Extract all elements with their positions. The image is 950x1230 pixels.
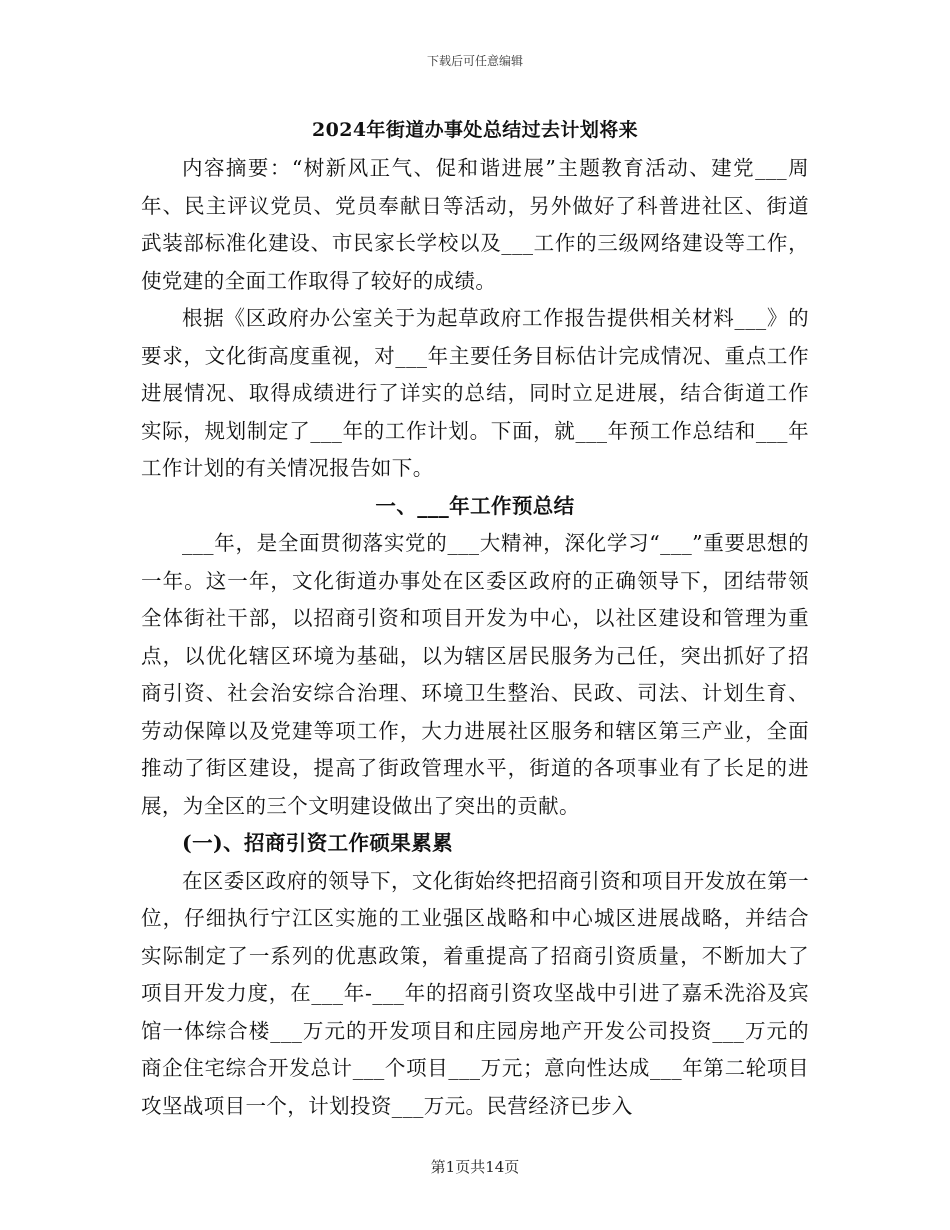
- document-body: [141, 112, 809, 1125]
- summary-paragraph: 内容摘要：“树新风正气、促和谐进展”主题教育活动、建党___周年、民主评议党员、党员奉献日等活动，另外做好了科普进社区、街道武装部标准化建设、市民家长学校以及___工作的三级网络建设等工作，使党建的全面工作取得了较好的成绩。: [141, 156, 809, 293]
- sub-paragraph: 在区委区政府的领导下，文化街始终把招商引资和项目开发放在第一位，仔细执行宁江区实施的工业强区战略和中心城区进展战略，并结合实际制定了一系列的优惠政策，着重提高了招商引资质量，不断加大了项目开发力度，在___年-___年的招商引资攻坚战中引进了嘉禾洗浴及宾馆一体综合楼___万元的开发项目和庄园房地产开发公司投资___万元的商企住宅综合开发总计___个项目___万元；意向性达成___年第二轮项目攻坚战项目一个，计划投资___万元。民营经济已步入: [141, 868, 809, 1118]
- header-note: 下载后可任意编辑: [426, 54, 523, 68]
- section-heading: 一、___年工作预总结: [375, 493, 575, 518]
- page-footer: 第1页共14页: [430, 1158, 520, 1176]
- sub-heading: (一)、招商引资工作硕果累累: [182, 831, 453, 855]
- intro-paragraph: 根据《区政府办公室关于为起草政府工作报告提供相关材料___》的要求，文化街高度重视，对___年主要任务目标估计完成情况、重点工作进展情况、取得成绩进行了详实的总结，同时立足进展，结合街道工作实际，规划制定了___年的工作计划。下面，就___年预工作总结和___年工作计划的有关情况报告如下。: [141, 306, 809, 480]
- section-paragraph: ___年，是全面贯彻落实党的___大精神，深化学习“___”重要思想的一年。这一年，文化街道办事处在区委区政府的正确领导下，团结带领全体街社干部，以招商引资和项目开发为中心，以社区建设和管理为重点，以优化辖区环境为基础，以为辖区居民服务为己任，突出抓好了招商引资、社会治安综合治理、环境卫生整治、民政、司法、计划生育、劳动保障以及党建等项工作，大力进展社区服务和辖区第三产业，全面推动了街区建设，提高了街政管理水平，街道的各项事业有了长足的进展，为全区的三个文明建设做出了突出的贡献。: [141, 531, 809, 818]
- document-title: 2024年街道办事处总结过去计划将来: [311, 119, 639, 141]
